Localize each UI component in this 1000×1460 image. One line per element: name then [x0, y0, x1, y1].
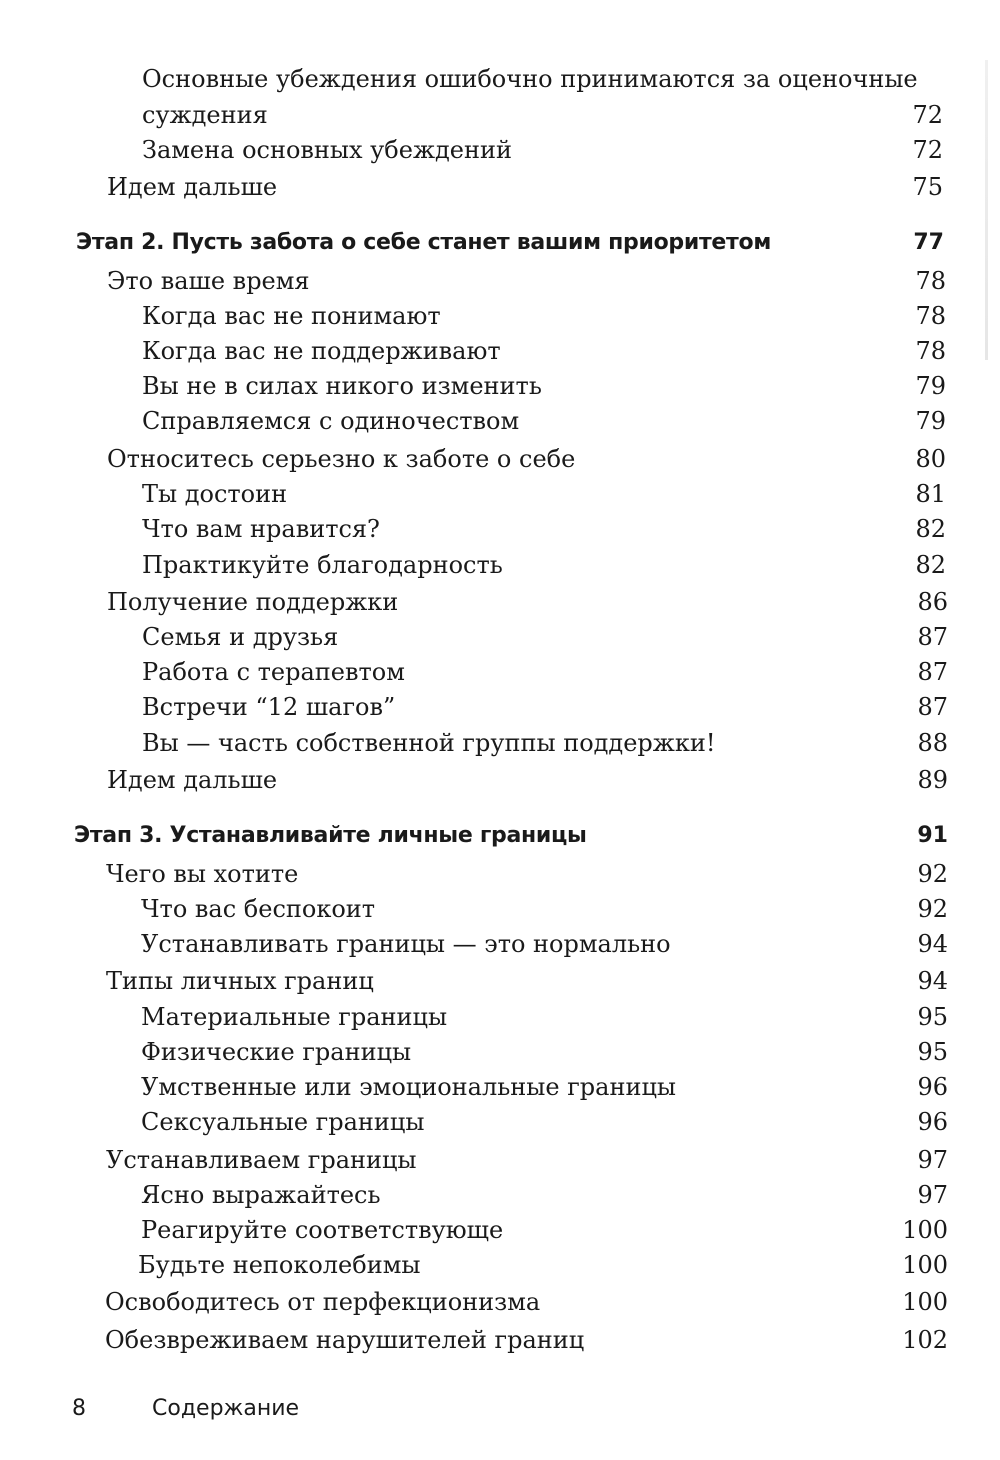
toc-entry-page: 82 — [915, 551, 946, 579]
toc-entry-label: Когда вас не понимают — [142, 302, 441, 330]
toc-entry-page: 96 — [917, 1108, 948, 1136]
toc-entry-label: Основные убеждения ошибочно принимаются за оценочные — [142, 65, 918, 93]
toc-entry-label: Вы — часть собственной группы поддержки! — [142, 729, 716, 757]
toc-entry — [0, 301, 1000, 341]
toc-entry-page: 97 — [917, 1146, 948, 1174]
toc-entry-page: 94 — [917, 930, 948, 958]
toc-entry — [0, 336, 1000, 376]
toc-entry-label: Вы не в силах никого изменить — [142, 372, 542, 400]
toc-entry-label: Устанавливаем границы — [106, 1146, 417, 1174]
toc-entry — [0, 1287, 1000, 1327]
toc-entry — [0, 371, 1000, 411]
toc-entry — [0, 765, 1000, 805]
toc-entry — [0, 587, 1000, 627]
toc-entry-label: Будьте непоколебимы — [138, 1251, 421, 1279]
toc-entry-label: Реагируйте соответствующе — [141, 1216, 504, 1244]
toc-entry-page: 96 — [917, 1073, 948, 1101]
toc-entry-label: суждения — [142, 101, 268, 129]
toc-entry — [0, 406, 1000, 446]
toc-entry-page: 79 — [915, 407, 946, 435]
toc-entry — [0, 728, 1000, 768]
toc-entry-label: Что вам нравится? — [142, 515, 380, 543]
toc-entry-label: Устанавливать границы — это нормально — [141, 930, 671, 958]
toc-entry-page: 80 — [915, 445, 946, 473]
toc-entry-page: 95 — [917, 1003, 948, 1031]
page-footer — [0, 1396, 1000, 1428]
toc-entry-label: Работа с терапевтом — [142, 658, 405, 686]
toc-entry-page: 92 — [917, 860, 948, 888]
toc-chapter-label: Этап 3. Устанавливайте личные границы — [74, 823, 587, 848]
toc-entry-page: 77 — [913, 230, 944, 255]
toc-entry-page: 89 — [917, 766, 948, 794]
toc-entry-label: Материальные границы — [141, 1003, 448, 1031]
toc-entry — [0, 929, 1000, 969]
toc-entry-page: 102 — [902, 1326, 948, 1354]
toc-entry-label: Физические границы — [141, 1038, 412, 1066]
toc-entry-label: Встречи “12 шагов” — [142, 693, 396, 721]
toc-entry — [0, 479, 1000, 519]
toc-entry — [0, 622, 1000, 662]
toc-entry — [0, 64, 1000, 104]
toc-entry — [0, 266, 1000, 306]
toc-entry-page: 94 — [917, 967, 948, 995]
toc-entry-page: 92 — [917, 895, 948, 923]
toc-entry — [0, 859, 1000, 899]
toc-entry-label: Ясно выражайтесь — [141, 1181, 381, 1209]
running-title: Содержание — [152, 1396, 300, 1421]
toc-entry-label: Когда вас не поддерживают — [142, 337, 501, 365]
toc-entry-label: Замена основных убеждений — [142, 136, 512, 164]
toc-entry-page: 86 — [917, 588, 948, 616]
toc-entry — [0, 444, 1000, 484]
toc-entry-page: 95 — [917, 1038, 948, 1066]
toc-entry — [0, 1250, 1000, 1290]
toc-entry — [0, 100, 1000, 140]
toc-entry-label: Семья и друзья — [142, 623, 339, 651]
toc-entry-page: 100 — [902, 1288, 948, 1316]
toc-entry-page: 87 — [917, 693, 948, 721]
toc-entry — [0, 1002, 1000, 1042]
toc-entry-label: Сексуальные границы — [141, 1108, 425, 1136]
page-edge-shadow — [985, 60, 988, 360]
toc-entry-label: Чего вы хотите — [106, 860, 299, 888]
toc-entry-page: 75 — [912, 173, 943, 201]
toc-entry-label: Это ваше время — [107, 267, 310, 295]
toc-chapter — [0, 228, 1000, 268]
toc-entry-page: 78 — [915, 337, 946, 365]
toc-entry — [0, 1145, 1000, 1185]
toc-entry — [0, 1037, 1000, 1077]
toc-entry — [0, 1072, 1000, 1112]
toc-entry — [0, 894, 1000, 934]
toc-entry-page: 79 — [915, 372, 946, 400]
toc-entry-page: 81 — [915, 480, 946, 508]
toc-entry — [0, 1180, 1000, 1220]
toc-entry — [0, 1325, 1000, 1365]
toc-chapter-label: Этап 2. Пусть забота о себе станет вашим приоритетом — [76, 230, 771, 255]
toc-entry-page: 87 — [917, 623, 948, 651]
toc-entry-label: Умственные или эмоциональные границы — [141, 1073, 676, 1101]
toc-entry-label: Что вас беспокоит — [141, 895, 376, 923]
toc-entry-page: 100 — [902, 1216, 948, 1244]
toc-entry — [0, 135, 1000, 175]
toc-entry-page: 100 — [902, 1251, 948, 1279]
toc-entry — [0, 692, 1000, 732]
toc-entry-label: Типы личных границ — [106, 967, 374, 995]
toc-entry-page: 72 — [912, 136, 943, 164]
toc-entry-page: 72 — [912, 101, 943, 129]
toc-entry-label: Идем дальше — [107, 766, 278, 794]
toc-entry-label: Ты достоин — [142, 480, 288, 508]
toc-entry-label: Практикуйте благодарность — [142, 551, 503, 579]
toc-entry-label: Относитесь серьезно к заботе о себе — [107, 445, 576, 473]
toc-entry — [0, 966, 1000, 1006]
toc-entry-label: Обезвреживаем нарушителей границ — [105, 1326, 585, 1354]
toc-entry — [0, 514, 1000, 554]
toc-entry-label: Получение поддержки — [107, 588, 399, 616]
toc-entry-page: 91 — [917, 823, 948, 848]
toc-entry — [0, 657, 1000, 697]
toc-chapter — [0, 821, 1000, 861]
toc-entry — [0, 550, 1000, 590]
page-number: 8 — [72, 1396, 86, 1421]
toc-entry-page: 82 — [915, 515, 946, 543]
toc-entry — [0, 1107, 1000, 1147]
toc-entry-label: Освободитесь от перфекционизма — [105, 1288, 541, 1316]
toc-entry-page: 87 — [917, 658, 948, 686]
toc-entry-page: 97 — [917, 1181, 948, 1209]
toc-entry — [0, 1215, 1000, 1255]
toc-entry-page: 88 — [917, 729, 948, 757]
toc-entry-page: 78 — [915, 267, 946, 295]
toc-entry-page: 78 — [915, 302, 946, 330]
toc-entry-label: Справляемся с одиночеством — [142, 407, 520, 435]
toc-entry-label: Идем дальше — [107, 173, 278, 201]
toc-entry — [0, 172, 1000, 212]
